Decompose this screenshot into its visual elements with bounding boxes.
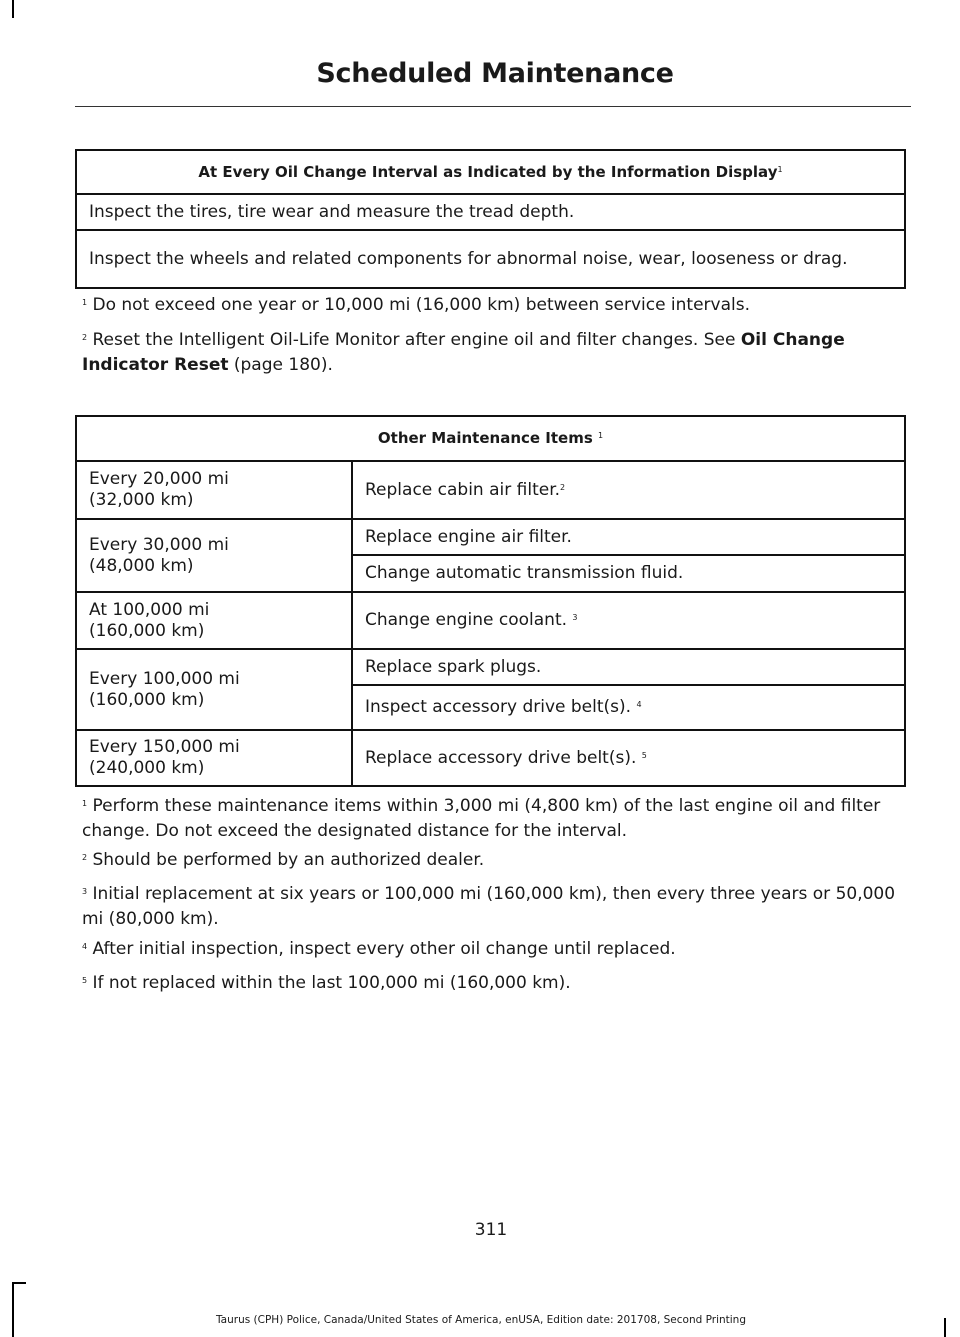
- table1-footnote-1: $^1$ Do not exceed one year or 10,000 mi (16,000 km) between service intervals.: [82, 295, 751, 315]
- crop-mark-top: [12, 0, 14, 18]
- page-title: Scheduled Maintenance: [316, 58, 674, 89]
- table2-footnote-4: $^4$ After initial inspection, inspect every other oil change until replaced.: [82, 939, 676, 959]
- table2-footnote-5: $^5$ If not replaced within the last 100,000 mi (160,000 km).: [82, 973, 571, 993]
- interval-cell: Every 150,000 mi (240,000 km): [76, 730, 352, 786]
- interval-cell: Every 100,000 mi (160,000 km): [76, 649, 352, 730]
- other-maintenance-table: [75, 415, 906, 787]
- table2-footnote-2: $^2$ Should be performed by an authorized dealer.: [82, 850, 485, 870]
- title-divider: [75, 106, 911, 107]
- maintenance-item: Replace spark plugs.: [352, 649, 905, 685]
- table1-row: Inspect the wheels and related components for abnormal noise, wear, looseness or drag.: [76, 230, 905, 288]
- maintenance-item: Change engine coolant. $^3$: [352, 592, 905, 649]
- table2-footnote-1: $^1$ Perform these maintenance items within 3,000 mi (4,800 km) of the last engine oil and filter change. Do not exceed the designated distance for the interval.: [82, 796, 881, 841]
- interval-cell: Every 30,000 mi (48,000 km): [76, 519, 352, 592]
- interval-cell: Every 20,000 mi (32,000 km): [76, 461, 352, 519]
- maintenance-item: Replace cabin air filter.$^2$: [352, 461, 905, 519]
- table1-footnote-2: $^2$ Reset the Intelligent Oil-Life Monitor after engine oil and filter changes. See Oil Change Indicator Reset (page 180).: [82, 330, 845, 375]
- page-number: 311: [474, 1220, 508, 1240]
- maintenance-item: Replace engine air filter.: [352, 519, 905, 555]
- table1-row: Inspect the tires, tire wear and measure the tread depth.: [76, 194, 905, 230]
- table2-header: Other Maintenance Items $^1$: [76, 416, 905, 461]
- interval-cell: At 100,000 mi (160,000 km): [76, 592, 352, 649]
- page-footer: Taurus (CPH) Police, Canada/United States of America, enUSA, Edition date: 201708, Second Printing: [216, 1314, 746, 1326]
- table1-header: At Every Oil Change Interval as Indicated by the Information Display$^1$: [76, 150, 905, 194]
- maintenance-item: Inspect accessory drive belt(s). $^4$: [352, 685, 905, 730]
- cross-reference-link[interactable]: Oil Change Indicator Reset: [82, 330, 845, 375]
- oil-change-interval-table: [75, 149, 906, 289]
- maintenance-item: Change automatic transmission fluid.: [352, 555, 905, 592]
- crop-mark-bottom-left: [12, 1282, 14, 1337]
- table2-footnote-3: $^3$ Initial replacement at six years or 100,000 mi (160,000 km), then every three years or 50,000 mi (80,000 km).: [82, 884, 896, 929]
- maintenance-item: Replace accessory drive belt(s). $^5$: [352, 730, 905, 786]
- crop-mark-bottom-left-h: [12, 1282, 26, 1284]
